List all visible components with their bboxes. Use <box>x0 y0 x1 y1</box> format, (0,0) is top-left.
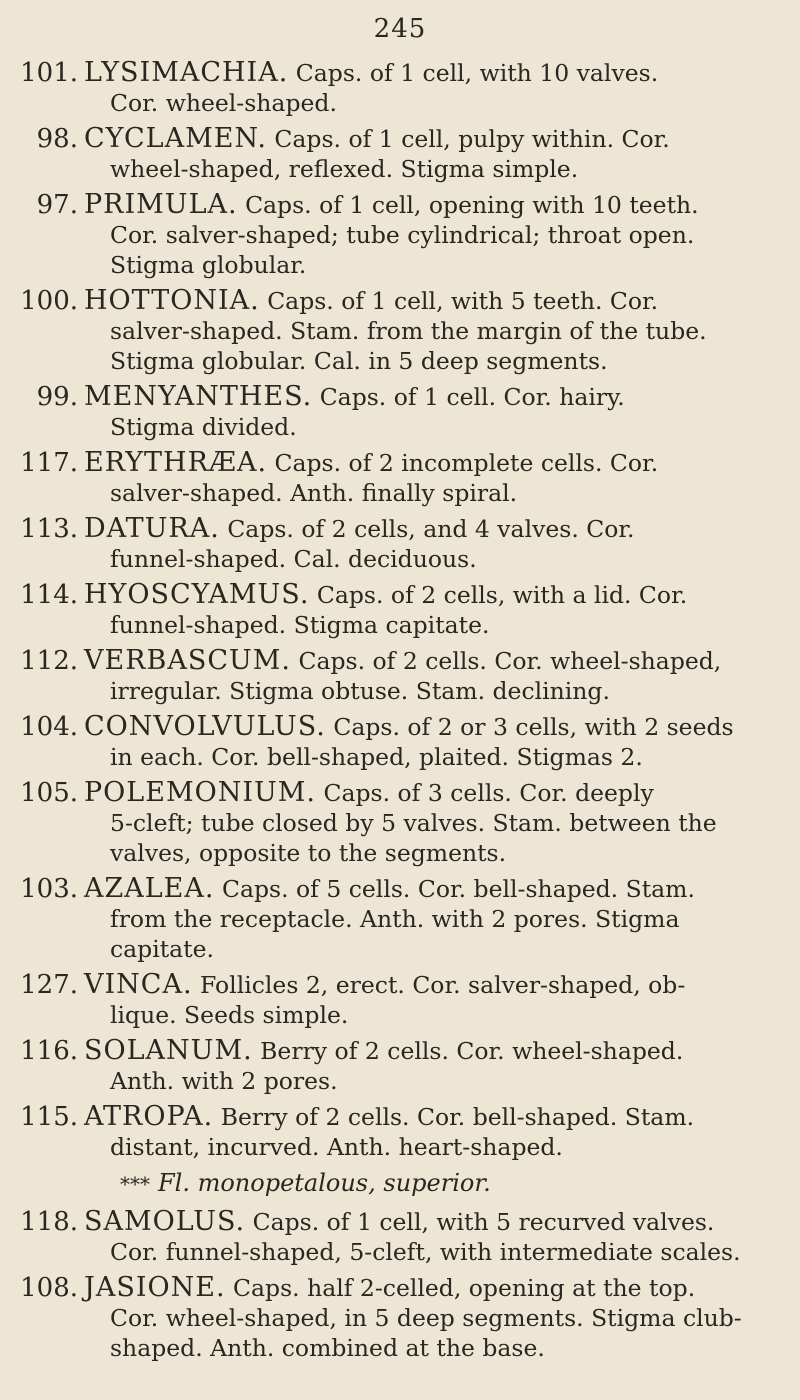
genus-list-top <box>0 58 800 1162</box>
entry-description-line: distant, incurved. Anth. heart-shaped. <box>110 1133 563 1161</box>
entry-description-line: from the receptacle. Anth. with 2 pores. Stigma <box>110 905 680 933</box>
genus-entry <box>0 286 800 376</box>
entry-number: 97. <box>36 190 78 220</box>
genus-name: CYCLAMEN. <box>84 123 267 154</box>
entry-description-first-line: Caps. of 2 incomplete cells. Cor. <box>274 449 659 477</box>
genus-entry <box>0 580 800 640</box>
entry-number: 104. <box>20 712 78 742</box>
genus-name: HYOSCYAMUS. <box>84 579 310 610</box>
entry-description-first-line: Caps. of 1 cell, opening with 10 teeth. <box>245 191 699 219</box>
entry-description-line: Stigma globular. Cal. in 5 deep segments. <box>110 347 608 375</box>
genus-entry <box>0 1207 800 1267</box>
entry-description-line: capitate. <box>110 935 215 963</box>
entry-description-line: 5-cleft; tube closed by 5 valves. Stam. between the <box>110 809 717 837</box>
entry-number: 99. <box>36 382 78 412</box>
entry-number: 118. <box>20 1207 78 1237</box>
entry-number: 101. <box>20 58 78 88</box>
entry-text <box>84 1102 784 1162</box>
entry-number: 117. <box>20 448 78 478</box>
genus-entry <box>0 778 800 868</box>
genus-name: MENYANTHES. <box>84 381 313 412</box>
entry-number: 108. <box>20 1273 78 1303</box>
entry-number: 100. <box>20 286 78 316</box>
entry-number: 116. <box>20 1036 78 1066</box>
entry-description-line: funnel-shaped. Stigma capitate. <box>110 611 490 639</box>
genus-entry <box>0 124 800 184</box>
entry-text <box>84 580 784 640</box>
entry-text <box>84 1273 784 1363</box>
entry-text <box>84 190 784 280</box>
entry-description-line: lique. Seeds simple. <box>110 1001 349 1029</box>
entry-text <box>84 1207 784 1267</box>
genus-name: JASIONE. <box>84 1272 226 1303</box>
entry-description-first-line: Caps. of 2 cells. Cor. wheel-shaped, <box>298 647 722 675</box>
entry-description-first-line: Caps. of 1 cell, with 5 teeth. Cor. <box>267 287 659 315</box>
entry-description-first-line: Caps. of 1 cell, pulpy within. Cor. <box>274 125 670 153</box>
entry-number: 103. <box>20 874 78 904</box>
genus-list <box>0 58 800 1369</box>
divider-stars: *** <box>120 1172 150 1196</box>
entry-description-line: valves, opposite to the segments. <box>110 839 507 867</box>
entry-text <box>84 286 784 376</box>
genus-name: AZALEA. <box>84 873 215 904</box>
genus-name: DATURA. <box>84 513 220 544</box>
entry-description-first-line: Caps. of 5 cells. Cor. bell-shaped. Stam. <box>221 875 695 903</box>
entry-text <box>84 712 784 772</box>
genus-entry <box>0 970 800 1030</box>
genus-entry <box>0 382 800 442</box>
entry-description-line: Cor. wheel-shaped. <box>110 89 337 117</box>
entry-number: 112. <box>20 646 78 676</box>
genus-name: SOLANUM. <box>84 1035 253 1066</box>
genus-entry <box>0 646 800 706</box>
entry-description-line: shaped. Anth. combined at the base. <box>110 1334 545 1362</box>
genus-name: POLEMONIUM. <box>84 777 316 808</box>
entry-number: 115. <box>20 1102 78 1132</box>
entry-text <box>84 448 784 508</box>
genus-name: PRIMULA. <box>84 189 238 220</box>
entry-text <box>84 58 784 118</box>
entry-description-line: wheel-shaped, reflexed. Stigma simple. <box>110 155 579 183</box>
genus-name: LYSIMACHIA. <box>84 57 289 88</box>
entry-description-line: Cor. wheel-shaped, in 5 deep segments. Stigma club- <box>110 1304 742 1332</box>
section-divider <box>0 1168 800 1199</box>
entry-description-first-line: Caps. of 3 cells. Cor. deeply <box>323 779 654 807</box>
entry-number: 127. <box>20 970 78 1000</box>
entry-description-first-line: Caps. of 1 cell, with 5 recurved valves. <box>252 1208 715 1236</box>
genus-entry <box>0 190 800 280</box>
genus-entry <box>0 874 800 964</box>
entry-number: 114. <box>20 580 78 610</box>
entry-description-line: funnel-shaped. Cal. deciduous. <box>110 545 477 573</box>
entry-description-line: Anth. with 2 pores. <box>110 1067 338 1095</box>
entry-description-first-line: Follicles 2, erect. Cor. salver-shaped, ob- <box>200 971 686 999</box>
genus-name: VERBASCUM. <box>84 645 292 676</box>
entry-text <box>84 1036 784 1096</box>
genus-entry <box>0 1273 800 1363</box>
entry-description-first-line: Caps. of 2 or 3 cells, with 2 seeds <box>333 713 734 741</box>
genus-name: VINCA. <box>84 969 193 1000</box>
entry-description-line: Cor. funnel-shaped, 5-cleft, with intermediate scales. <box>110 1238 741 1266</box>
page-number: 245 <box>373 14 427 44</box>
entry-description-first-line: Caps. of 2 cells, and 4 valves. Cor. <box>227 515 635 543</box>
entry-description-line: Stigma divided. <box>110 413 297 441</box>
entry-description-first-line: Caps. half 2-celled, opening at the top. <box>233 1274 696 1302</box>
entry-number: 98. <box>36 124 78 154</box>
genus-entry <box>0 58 800 118</box>
entry-description-line: salver-shaped. Stam. from the margin of the tube. <box>110 317 707 345</box>
entry-text <box>84 646 784 706</box>
genus-name: SAMOLUS. <box>84 1206 246 1237</box>
genus-entry <box>0 514 800 574</box>
entry-description-line: salver-shaped. Anth. finally spiral. <box>110 479 518 507</box>
entry-text <box>84 778 784 868</box>
divider-text: Fl. monopetalous, superior. <box>158 1169 491 1197</box>
genus-entry <box>0 448 800 508</box>
genus-entry <box>0 1036 800 1096</box>
entry-description-line: Stigma globular. <box>110 251 307 279</box>
genus-name: ERYTHRÆA. <box>84 447 268 478</box>
entry-description-first-line: Berry of 2 cells. Cor. wheel-shaped. <box>260 1037 684 1065</box>
entry-text <box>84 124 784 184</box>
entry-text <box>84 874 784 964</box>
entry-description-first-line: Caps. of 2 cells, with a lid. Cor. <box>316 581 688 609</box>
entry-text <box>84 514 784 574</box>
entry-description-line: Cor. salver-shaped; tube cylindrical; throat open. <box>110 221 695 249</box>
entry-description-line: in each. Cor. bell-shaped, plaited. Stigmas 2. <box>110 743 643 771</box>
entry-number: 113. <box>20 514 78 544</box>
entry-number: 105. <box>20 778 78 808</box>
genus-name: CONVOLVULUS. <box>84 711 326 742</box>
genus-list-bottom <box>0 1207 800 1363</box>
entry-description-first-line: Caps. of 1 cell, with 10 valves. <box>295 59 659 87</box>
genus-entry <box>0 712 800 772</box>
entry-text <box>84 970 784 1030</box>
genus-entry <box>0 1102 800 1162</box>
entry-text <box>84 382 784 442</box>
genus-name: ATROPA. <box>84 1101 214 1132</box>
entry-description-first-line: Caps. of 1 cell. Cor. hairy. <box>319 383 625 411</box>
genus-name: HOTTONIA. <box>84 285 260 316</box>
entry-description-line: irregular. Stigma obtuse. Stam. declining. <box>110 677 610 705</box>
entry-description-first-line: Berry of 2 cells. Cor. bell-shaped. Stam. <box>220 1103 695 1131</box>
